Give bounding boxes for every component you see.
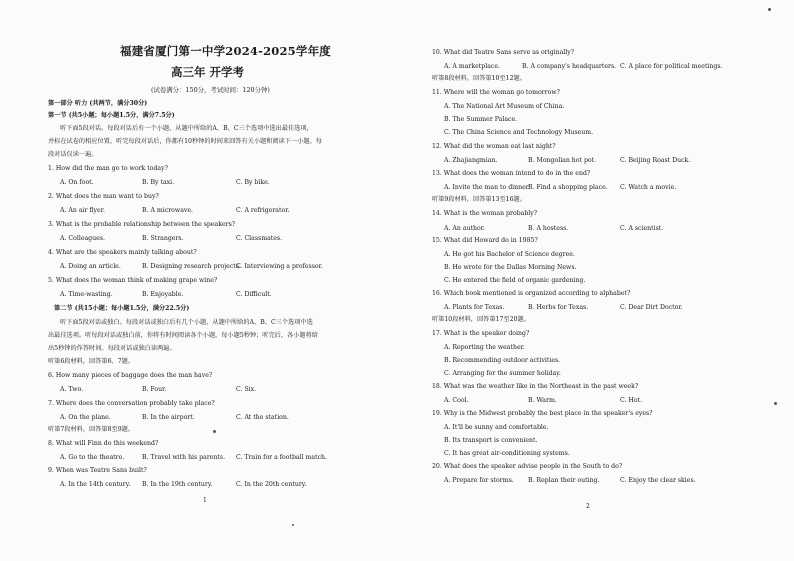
option-c: C. A scientist. (620, 225, 664, 232)
instruction-line: 出最佳选项。听每段对话或独白前，你将有时间阅读各个小题，每小题5秒钟；听完后，各小题将给 (48, 332, 318, 339)
option-a: A. On the plane. (60, 414, 111, 421)
option-b: B. Warm. (528, 397, 557, 404)
option-c: C. Hot. (620, 397, 643, 404)
instruction-line: 听下面5段对话或独白。每段对话或独白后有几个小题，从题中所给的A、B、C三个选项中选 (60, 319, 313, 326)
option-a: A. Time-wasting. (60, 291, 113, 298)
material-label: 听第6段材料，回答第6、7题。 (48, 358, 135, 365)
question-14: 14. What is the woman probably? (432, 210, 538, 217)
option-b: B. Herbs for Texas. (528, 304, 589, 311)
option-c: C. In the 20th century. (236, 481, 307, 488)
option-c: C. Enjoy the clear skies. (620, 477, 696, 484)
option-b: B. In the 19th century. (142, 481, 213, 488)
option-b: B. By taxi. (142, 179, 175, 186)
option-b: B. Designing research projects. (142, 263, 241, 270)
question-11: 11. Where will the woman go tomorrow? (432, 89, 560, 96)
page-2 (428, 0, 758, 561)
option-a: A. The National Art Museum of China. (444, 103, 565, 110)
option-b: B. Replan their outing. (528, 477, 600, 484)
page-number: 1 (203, 497, 207, 504)
option-c: C. Beijing Roast Duck. (620, 157, 691, 164)
section-heading: 第二节 (共15小题；每小题1.5分，满分22.5分) (54, 305, 190, 312)
question-17: 17. What is the speaker doing? (432, 330, 530, 337)
option-b: B. Four. (142, 386, 167, 393)
option-c: C. The China Science and Technology Museum. (444, 129, 594, 136)
option-a: A. An author. (444, 225, 485, 232)
instruction-line: 段对话仅读一遍。 (48, 151, 98, 158)
scan-speck (774, 402, 777, 405)
option-a: A. Cool. (444, 397, 469, 404)
option-b: B. A company's headquarters. (522, 63, 617, 70)
option-c: C. A refrigerator. (236, 207, 290, 214)
question-13: 13. What does the woman intend to do in the end? (432, 170, 591, 177)
option-b: B. A microwave. (142, 207, 194, 214)
option-a: A. Invite the man to dinner. (444, 184, 531, 191)
question-18: 18. What was the weather like in the Northeast in the past week? (432, 383, 639, 390)
option-b: B. Enjoyable. (142, 291, 184, 298)
option-b: B. The Summer Palace. (444, 116, 518, 123)
question-5: 5. What does the woman think of making grape wine? (48, 277, 218, 284)
option-c: C. He entered the field of organic gardening. (444, 277, 586, 284)
material-label: 听第9段材料，回答第13至16题。 (432, 196, 526, 203)
option-c: C. Arranging for the summer holiday. (444, 370, 561, 377)
scan-speck (213, 430, 216, 433)
option-a: A. It'll be sunny and comfortable. (444, 424, 549, 431)
instruction-line: 出5秒钟的作答时间。每段对话或独白读两遍。 (48, 345, 176, 352)
instruction-line: 并标在试卷的相应位置。听完每段对话后，你都有10秒钟的时间来回答有关小题和阅读下一小题。每 (48, 138, 322, 145)
option-a: A. He got his Bachelor of Science degree. (444, 251, 575, 258)
option-c: C. It has great air-conditioning systems. (444, 450, 570, 457)
option-c: C. Six. (236, 386, 257, 393)
exam-info: (试卷满分：150分，考试时间：120分钟) (151, 86, 270, 94)
option-a: A. Zhajiangmian. (444, 157, 498, 164)
question-19: 19. Why is the Midwest probably the best place in the speaker's eyes? (432, 410, 653, 417)
option-a: A. Two. (60, 386, 84, 393)
page-1 (46, 0, 376, 561)
instruction-line: 听下面5段对话。每段对话后有一个小题，从题中所给的A、B、C三个选项中选出最佳选项， (60, 125, 313, 132)
option-c: C. Classmates. (236, 235, 283, 242)
section-heading: 第一节 (共5小题；每小题1.5分，满分7.5分) (48, 112, 175, 119)
option-b: B. Its transport is convenient. (444, 437, 538, 444)
question-2: 2. What does the man want to buy? (48, 193, 159, 200)
exam-title: 福建省厦门第一中学2024-2025学年度 (120, 44, 331, 58)
option-c: C. Dear Dirt Doctor. (620, 304, 683, 311)
scan-speck (768, 8, 771, 11)
option-c: C. A place for political meetings. (620, 63, 723, 70)
material-label: 听第10段材料，回答第17至20题。 (432, 316, 530, 323)
option-b: B. He wrote for the Dallas Morning News. (444, 264, 577, 271)
option-c: C. Train for a football match. (236, 454, 328, 461)
material-label: 听第7段材料，回答第8至9题。 (48, 426, 135, 433)
question-20: 20. What does the speaker advise people in the South to do? (432, 463, 623, 470)
option-c: C. At the station. (236, 414, 289, 421)
question-6: 6. How many pieces of baggage does the man have? (48, 372, 213, 379)
question-9: 9. When was Teatre Sans built? (48, 467, 147, 474)
option-c: C. Watch a movie. (620, 184, 677, 191)
question-4: 4. What are the speakers mainly talking about? (48, 249, 197, 256)
question-1: 1. How did the man go to work today? (48, 165, 168, 172)
page-number: 2 (586, 503, 590, 510)
question-7: 7. Where does the conversation probably take place? (48, 400, 215, 407)
option-a: A. Doing an article. (60, 263, 121, 270)
part-heading: 第一部分 听力 (共两节，满分30分) (48, 100, 148, 107)
question-16: 16. Which book mentioned is organized according to alphabet? (432, 290, 631, 297)
option-a: A. Go to the theatre. (60, 454, 125, 461)
option-a: A. Colleagues. (60, 235, 105, 242)
option-a: A. On foot. (60, 179, 94, 186)
option-b: B. Mongolian hot pot. (528, 157, 597, 164)
option-b: B. In the airport. (142, 414, 195, 421)
exam-subtitle: 高三年 开学考 (171, 65, 245, 79)
option-a: A. Reporting the weather. (444, 344, 525, 351)
option-a: A. An air flyer. (60, 207, 105, 214)
question-12: 12. What did the woman eat last night? (432, 143, 556, 150)
option-b: B. Find a shopping place. (528, 184, 608, 191)
question-15: 15. What did Howard do in 1985? (432, 237, 538, 244)
option-b: B. A hostess. (528, 225, 569, 232)
option-b: B. Travel with his parents. (142, 454, 226, 461)
option-b: B. Strangers. (142, 235, 184, 242)
option-b: B. Recommending outdoor activities. (444, 357, 561, 364)
scan-speck (292, 524, 294, 526)
option-c: C. By bike. (236, 179, 270, 186)
question-10: 10. What did Teatre Sans serve as originally? (432, 49, 575, 56)
option-a: A. Plants for Texas. (444, 304, 505, 311)
option-c: C. Interviewing a professor. (236, 263, 323, 270)
option-a: A. In the 14th century. (60, 481, 131, 488)
option-a: A. A marketplace. (444, 63, 500, 70)
material-label: 听第8段材料，回答第10至12题。 (432, 75, 526, 82)
question-3: 3. What is the probable relationship between the speakers? (48, 221, 236, 228)
option-a: A. Prepare for storms. (444, 477, 514, 484)
option-c: C. Difficult. (236, 291, 272, 298)
question-8: 8. What will Finn do this weekend? (48, 440, 159, 447)
